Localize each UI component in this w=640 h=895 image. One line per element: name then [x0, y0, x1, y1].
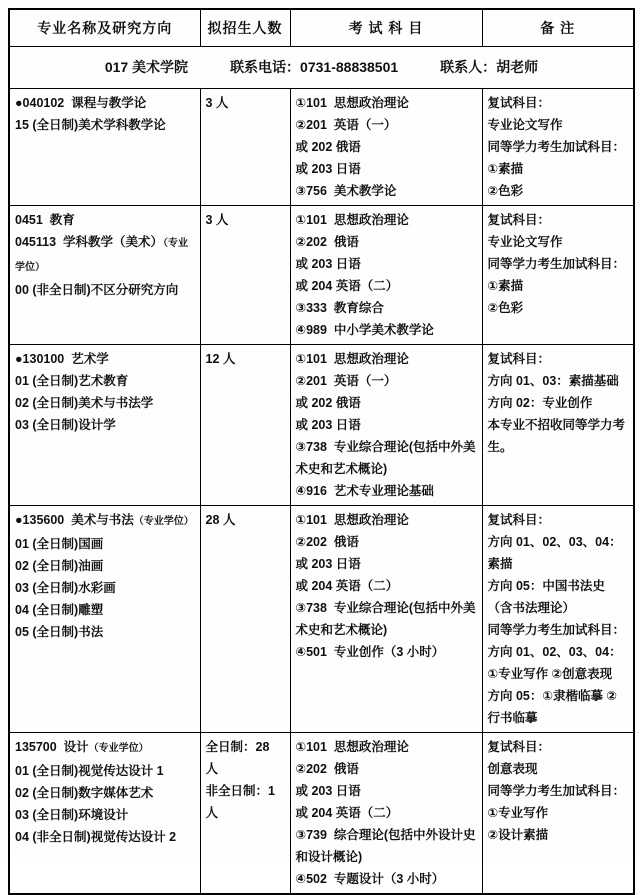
exam-subject-line: 或 204 英语（二）: [295, 278, 399, 293]
exam-subject-line: 或 204 英语（二）: [295, 805, 399, 820]
major-line: 04 (全日制)雕塑: [15, 602, 104, 617]
remarks-cell: [482, 205, 634, 344]
remark-line: ②色彩: [487, 183, 524, 198]
remark-line: 同等学力考生加试科目：: [487, 783, 626, 798]
remark-line: 方向 01、02、03、04：素描: [487, 534, 622, 571]
quota-line: 12 人: [205, 351, 236, 366]
exam-subjects-cell: [290, 88, 482, 205]
remark-line: 复试科目：: [487, 351, 551, 366]
program-row: [9, 732, 634, 894]
major-line: 03 (全日制)水彩画: [15, 580, 116, 595]
program-row: [9, 205, 634, 344]
major-line: 02 (全日制)数字媒体艺术: [15, 785, 154, 800]
admissions-table: [8, 8, 635, 895]
remark-line: 创意表现: [487, 761, 538, 776]
exam-subject-line: ②201 英语（一）: [295, 373, 397, 388]
remark-line: 方向 01、03：素描基础: [487, 373, 619, 388]
department-info-line: [18, 57, 625, 77]
exam-subject-line: ①101 思想政治理论: [295, 95, 409, 110]
major-line: 02 (全日制)美术与书法学: [15, 395, 154, 410]
department-info-row: [9, 46, 634, 88]
col-header-major: 专业名称及研究方向: [9, 9, 200, 46]
remark-line: 复试科目：: [487, 512, 551, 527]
major-cell: [9, 732, 200, 894]
col-header-remarks: 备 注: [482, 9, 634, 46]
program-row: [9, 505, 634, 732]
table-header-row: [9, 9, 634, 46]
remark-line: 复试科目：: [487, 739, 551, 754]
exam-subject-line: ③756 美术教学论: [295, 183, 397, 198]
quota-line: 28 人: [205, 512, 236, 527]
major-line: 0451 教育: [15, 212, 75, 227]
remark-line: 专业论文写作: [487, 234, 563, 249]
exam-subject-line: ①101 思想政治理论: [295, 212, 409, 227]
program-row: [9, 344, 634, 505]
major-line: 01 (全日制)视觉传达设计 1: [15, 763, 164, 778]
contact-person: 联系人：胡老师: [440, 59, 539, 75]
remarks-cell: [482, 505, 634, 732]
remark-line: 方向 05：①隶楷临摹 ②行书临摹: [487, 688, 618, 725]
exam-subject-line: ①101 思想政治理论: [295, 351, 409, 366]
exam-subject-line: 或 203 日语: [295, 783, 361, 798]
contact-phone: 联系电话：0731-88838501: [230, 59, 399, 75]
remark-line: 同等学力考生加试科目：: [487, 256, 626, 271]
exam-subject-line: 或 203 日语: [295, 417, 361, 432]
exam-subject-line: ②201 英语（一）: [295, 117, 397, 132]
major-line: 045113 学科教学（美术）（专业学位）: [15, 234, 188, 273]
exam-subject-line: ④501 专业创作（3 小时）: [295, 644, 445, 659]
remark-line: ②设计素描: [487, 827, 549, 842]
quota-line: 3 人: [205, 212, 229, 227]
exam-subject-line: ②202 俄语: [295, 234, 359, 249]
remarks-cell: [482, 88, 634, 205]
major-line: 05 (全日制)书法: [15, 624, 104, 639]
exam-subject-line: ③739 综合理论(包括中外设计史和设计概论): [295, 827, 476, 864]
exam-subjects-cell: [290, 505, 482, 732]
major-line: 04 (非全日制)视觉传达设计 2: [15, 829, 177, 844]
remark-line: ②色彩: [487, 300, 524, 315]
quota-cell: [200, 88, 290, 205]
major-cell: [9, 344, 200, 505]
major-line: 135700 设计（专业学位）: [15, 739, 149, 754]
remark-line: 同等学力考生加试科目：: [487, 139, 626, 154]
remark-line: 同等学力考生加试科目：: [487, 622, 626, 637]
remark-line: 专业论文写作: [487, 117, 563, 132]
major-line: 03 (全日制)设计学: [15, 417, 116, 432]
remark-line: 方向 02：专业创作: [487, 395, 593, 410]
exam-subject-line: ③738 专业综合理论(包括中外美术史和艺术概论): [295, 439, 476, 476]
major-cell: [9, 205, 200, 344]
department-name: 017 美术学院: [104, 59, 189, 75]
exam-subject-line: ④916 艺术专业理论基础: [295, 483, 434, 498]
exam-subject-line: 或 203 日语: [295, 161, 361, 176]
program-row: [9, 88, 634, 205]
major-line: ●135600 美术与书法（专业学位）: [15, 512, 194, 527]
department-info-cell: [9, 46, 634, 88]
exam-subject-line: 或 204 英语（二）: [295, 578, 399, 593]
exam-subject-line: ③738 专业综合理论(包括中外美术史和艺术概论): [295, 600, 476, 637]
major-cell: [9, 88, 200, 205]
exam-subject-line: ④502 专题设计（3 小时）: [295, 871, 445, 886]
remark-line: 本专业不招收同等学力考生。: [487, 417, 626, 454]
remark-line: ①素描: [487, 278, 524, 293]
col-header-quota: 拟招生人数: [200, 9, 290, 46]
exam-subject-line: ②202 俄语: [295, 534, 359, 549]
exam-subject-line: ③333 教育综合: [295, 300, 384, 315]
exam-subject-line: ①101 思想政治理论: [295, 739, 409, 754]
program-rows-body: [9, 88, 634, 894]
quota-cell: [200, 205, 290, 344]
quota-line: 非全日制：1 人: [205, 783, 279, 820]
quota-line: 3 人: [205, 95, 229, 110]
quota-cell: [200, 344, 290, 505]
remark-line: 方向 01、02、03、04：①专业写作 ②创意表现: [487, 644, 622, 681]
exam-subject-line: ②202 俄语: [295, 761, 359, 776]
major-line: 01 (全日制)国画: [15, 536, 104, 551]
major-cell: [9, 505, 200, 732]
exam-subject-line: 或 202 俄语: [295, 395, 361, 410]
major-line: ●130100 艺术学: [15, 351, 109, 366]
exam-subject-line: 或 203 日语: [295, 556, 361, 571]
exam-subjects-cell: [290, 205, 482, 344]
exam-subjects-cell: [290, 344, 482, 505]
exam-subject-line: 或 202 俄语: [295, 139, 361, 154]
remark-line: 复试科目：: [487, 212, 551, 227]
quota-cell: [200, 732, 290, 894]
quota-cell: [200, 505, 290, 732]
major-line: 02 (全日制)油画: [15, 558, 104, 573]
major-line: ●040102 课程与教学论: [15, 95, 147, 110]
remark-line: ①专业写作: [487, 805, 549, 820]
exam-subjects-cell: [290, 732, 482, 894]
remark-line: 复试科目：: [487, 95, 551, 110]
quota-line: 全日制：28 人: [205, 739, 273, 776]
exam-subject-line: 或 203 日语: [295, 256, 361, 271]
major-line: 03 (全日制)环境设计: [15, 807, 129, 822]
major-line: 00 (非全日制)不区分研究方向: [15, 282, 179, 297]
major-line: 01 (全日制)艺术教育: [15, 373, 129, 388]
remark-line: ①素描: [487, 161, 524, 176]
col-header-exam-subjects: 考 试 科 目: [290, 9, 482, 46]
major-line: 15 (全日制)美术学科教学论: [15, 117, 166, 132]
remarks-cell: [482, 732, 634, 894]
exam-subject-line: ④989 中小学美术教学论: [295, 322, 434, 337]
exam-subject-line: ①101 思想政治理论: [295, 512, 409, 527]
remark-line: 方向 05：中国书法史（含书法理论）: [487, 578, 605, 615]
remarks-cell: [482, 344, 634, 505]
